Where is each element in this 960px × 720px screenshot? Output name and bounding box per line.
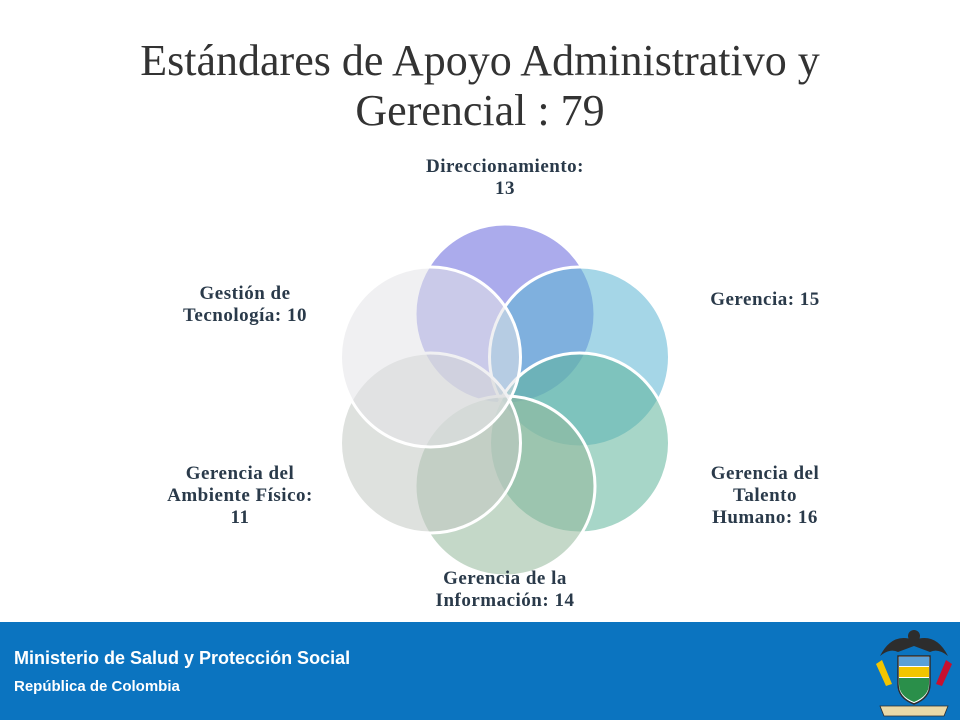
footer-bar [0, 622, 960, 720]
title-line-2: Gerencial : 79 [355, 86, 605, 135]
label-tecnologia: Gestión de Tecnología: 10 [183, 283, 307, 326]
label-talento-humano: Gerencia del Talento Humano: 16 [710, 463, 820, 528]
label-gerencia: Gerencia: 15 [710, 289, 820, 310]
ministry-name: Ministerio de Salud y Protección Social [14, 648, 351, 668]
title-line-1: Estándares de Apoyo Administrativo y [140, 36, 820, 85]
label-ambiente-fisico: Gerencia del Ambiente Físico: 11 [167, 463, 313, 528]
circle-tecnologia [341, 267, 521, 447]
label-informacion: Gerencia de la Información: 14 [435, 568, 575, 611]
coat-of-arms-icon [872, 626, 956, 718]
republic-name: República de Colombia [14, 678, 180, 695]
label-direccionamiento: Direccionamiento: 13 [426, 156, 584, 199]
